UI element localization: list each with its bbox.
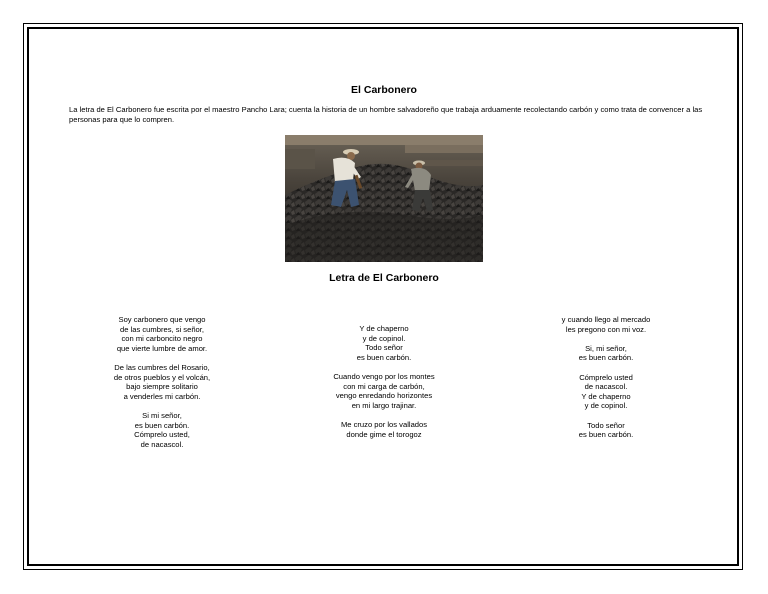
stanza: Y de chaperno y de copinol. Todo señor es buen carbón. <box>356 324 412 362</box>
stanza: y cuando llego al mercado les pregono con mi voz. <box>561 315 651 334</box>
stanza: Soy carbonero que vengo de las cumbres, si señor, con mi carboncito negro que vierte lumbre de amor. <box>116 315 208 353</box>
stanza: Si mi señor, es buen carbón. Cómprelo usted, de nacascol. <box>134 410 190 449</box>
stanza: Todo señor es buen carbón. <box>578 420 634 440</box>
stanza: Cómprelo usted de nacascol. Y de chaperno y de copinol. <box>579 372 633 411</box>
stanza: Me cruzo por los vallados donde gime el torogoz <box>340 419 428 439</box>
document-title: El Carbonero <box>351 84 417 96</box>
stanza: De las cumbres del Rosario, de otros pueblos y el volcán, bajo siempre solitario a venderles mi carbón. <box>113 362 211 401</box>
stanza: Cuando vengo por los montes con mi carga de carbón, vengo enredando horizontes en mi largo trajinar. <box>333 371 435 410</box>
lyrics-column-3 <box>516 315 696 449</box>
lyrics-heading: Letra de El Carbonero <box>329 272 439 284</box>
lyrics-column-1 <box>72 315 252 459</box>
stanza: Si, mi señor, es buen carbón. <box>578 343 634 363</box>
coal-workers-photo <box>285 135 483 262</box>
intro-paragraph: La letra de El Carbonero fue escrita por el maestro Pancho Lara; cuenta la historia de un hombre salvadoreño que trabaja arduamente recolectando carbón y como trata de convencer a las personas para que lo compren. <box>69 105 703 124</box>
photo-illustration <box>285 135 483 262</box>
lyrics-column-2 <box>294 324 474 449</box>
